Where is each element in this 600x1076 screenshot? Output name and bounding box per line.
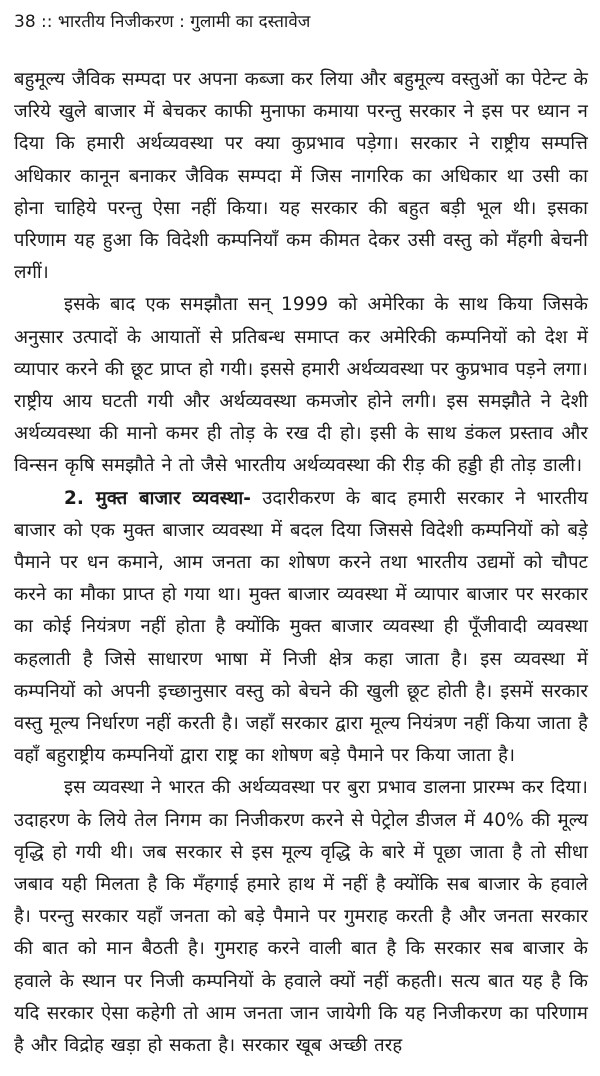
running-head: 38 :: भारतीय निजीकरण : गुलामी का दस्तावेज [14, 12, 311, 32]
paragraph-3-text: उदारीकरण के बाद हमारी सरकार ने भारतीय बाजार को एक मुक्त बाजार व्यवस्था में बदल दिया जिससे विदेशी कम्पनियों को बड़े पैमाने पर धन कमाने, आम जनता का शोषण करने तथा भारतीय उद्यमों को चौपट करने का मौका प्राप्त हो गया था। मुक्त बाजार व्यवस्था में व्यापार बाजार पर सरकार का कोई नियंत्रण नहीं होता है क्योंकि मुक्त बाजार व्यवस्था ही पूँजीवादी व्यवस्था कहलाती है जिसे साधारण भाषा में निजी क्षेत्र कहा जाता है। इस व्यवस्था में कम्पनियों को अपनी इच्छानुसार वस्तु को बेचने की खुली छूट होती है। इसमें सरकार वस्तु मूल्य निर्धारण नहीं करती है। जहाँ सरकार द्वारा मूल्य नियंत्रण नहीं किया जाता है वहाँ बहुराष्ट्रीय कम्पनियों द्वारा राष्ट्र का शोषण बड़े पैमाने पर किया जाता है। [14, 487, 588, 767]
paragraph-3 [14, 483, 588, 773]
paragraph-2: इसके बाद एक समझौता सन् 1999 को अमेरिका के साथ किया जिसके अनुसार उत्पादों के आयातों से प्रतिबन्ध समाप्त कर अमेरिकी कम्पनियों को देश में व्यापार करने की छूट प्राप्त हो गयी। इससे हमारी अर्थव्यवस्था पर कुप्रभाव पड़ने लगा। राष्ट्रीय आय घटती गयी और अर्थव्यवस्था कमजोर होने लगी। इस समझौते ने देशी अर्थव्यवस्था की मानो कमर ही तोड़ के रख दी हो। इसी के साथ डंकल प्रस्ताव और विन्सन कृषि समझौते ने तो जैसे भारतीय अर्थव्यवस्था की रीड़ की हड्डी ही तोड़ डाली। [14, 294, 588, 477]
paragraph-4: इस व्यवस्था ने भारत की अर्थव्यवस्था पर बुरा प्रभाव डालना प्रारम्भ कर दिया। उदाहरण के लिये तेल निगम का निजीकरण करने से पेट्रोल डीजल में 40% की मूल्य वृद्धि हो गयी थी। जब सरकार से इस मूल्य वृद्धि के बारे में पूछा जाता है तो सीधा जबाव यही मिलता है कि मँहगाई हमारे हाथ में नहीं है क्योंकि सब बाजार के हवाले है। परन्तु सरकार यहाँ जनता को बड़े पैमाने पर गुमराह करती है और जनता सरकार की बात को मान बैठती है। गुमराह करने वाली बात है कि सरकार सब बाजार के हवाले के स्थान पर निजी कम्पनियों के हवाले क्यों नहीं कहती। सत्य बात यह है कि यदि सरकार ऐसा कहेगी तो आम जनता जान जायेगी कि यह निजीकरण का परिणाम है और विद्रोह खड़ा हो सकता है। सरकार खूब अच्छी तरह [14, 777, 588, 1057]
section-heading: 2. मुक्त बाजार व्यवस्था- [64, 487, 251, 509]
paragraph-1: बहुमूल्य जैविक सम्पदा पर अपना कब्जा कर लिया और बहुमूल्य वस्तुओं का पेटेन्ट के जरिये खुले बाजार में बेचकर काफी मुनाफा कमाया परन्तु सरकार ने इस पर ध्यान न दिया कि हमारी अर्थव्यवस्था पर क्या कुप्रभाव पड़ेगा। सरकार ने राष्ट्रीय सम्पत्ति अधिकार कानून बनाकर जैविक सम्पदा में जिस नागरिक का अधिकार था उसी का होना चाहिये परन्तु ऐसा नहीं किया। यह सरकार की बहुत बड़ी भूल थी। इसका परिणाम यह हुआ कि विदेशी कम्पनियाँ कम कीमत देकर उसी वस्तु को मँहगी बेचनी लगीं। [14, 69, 588, 284]
